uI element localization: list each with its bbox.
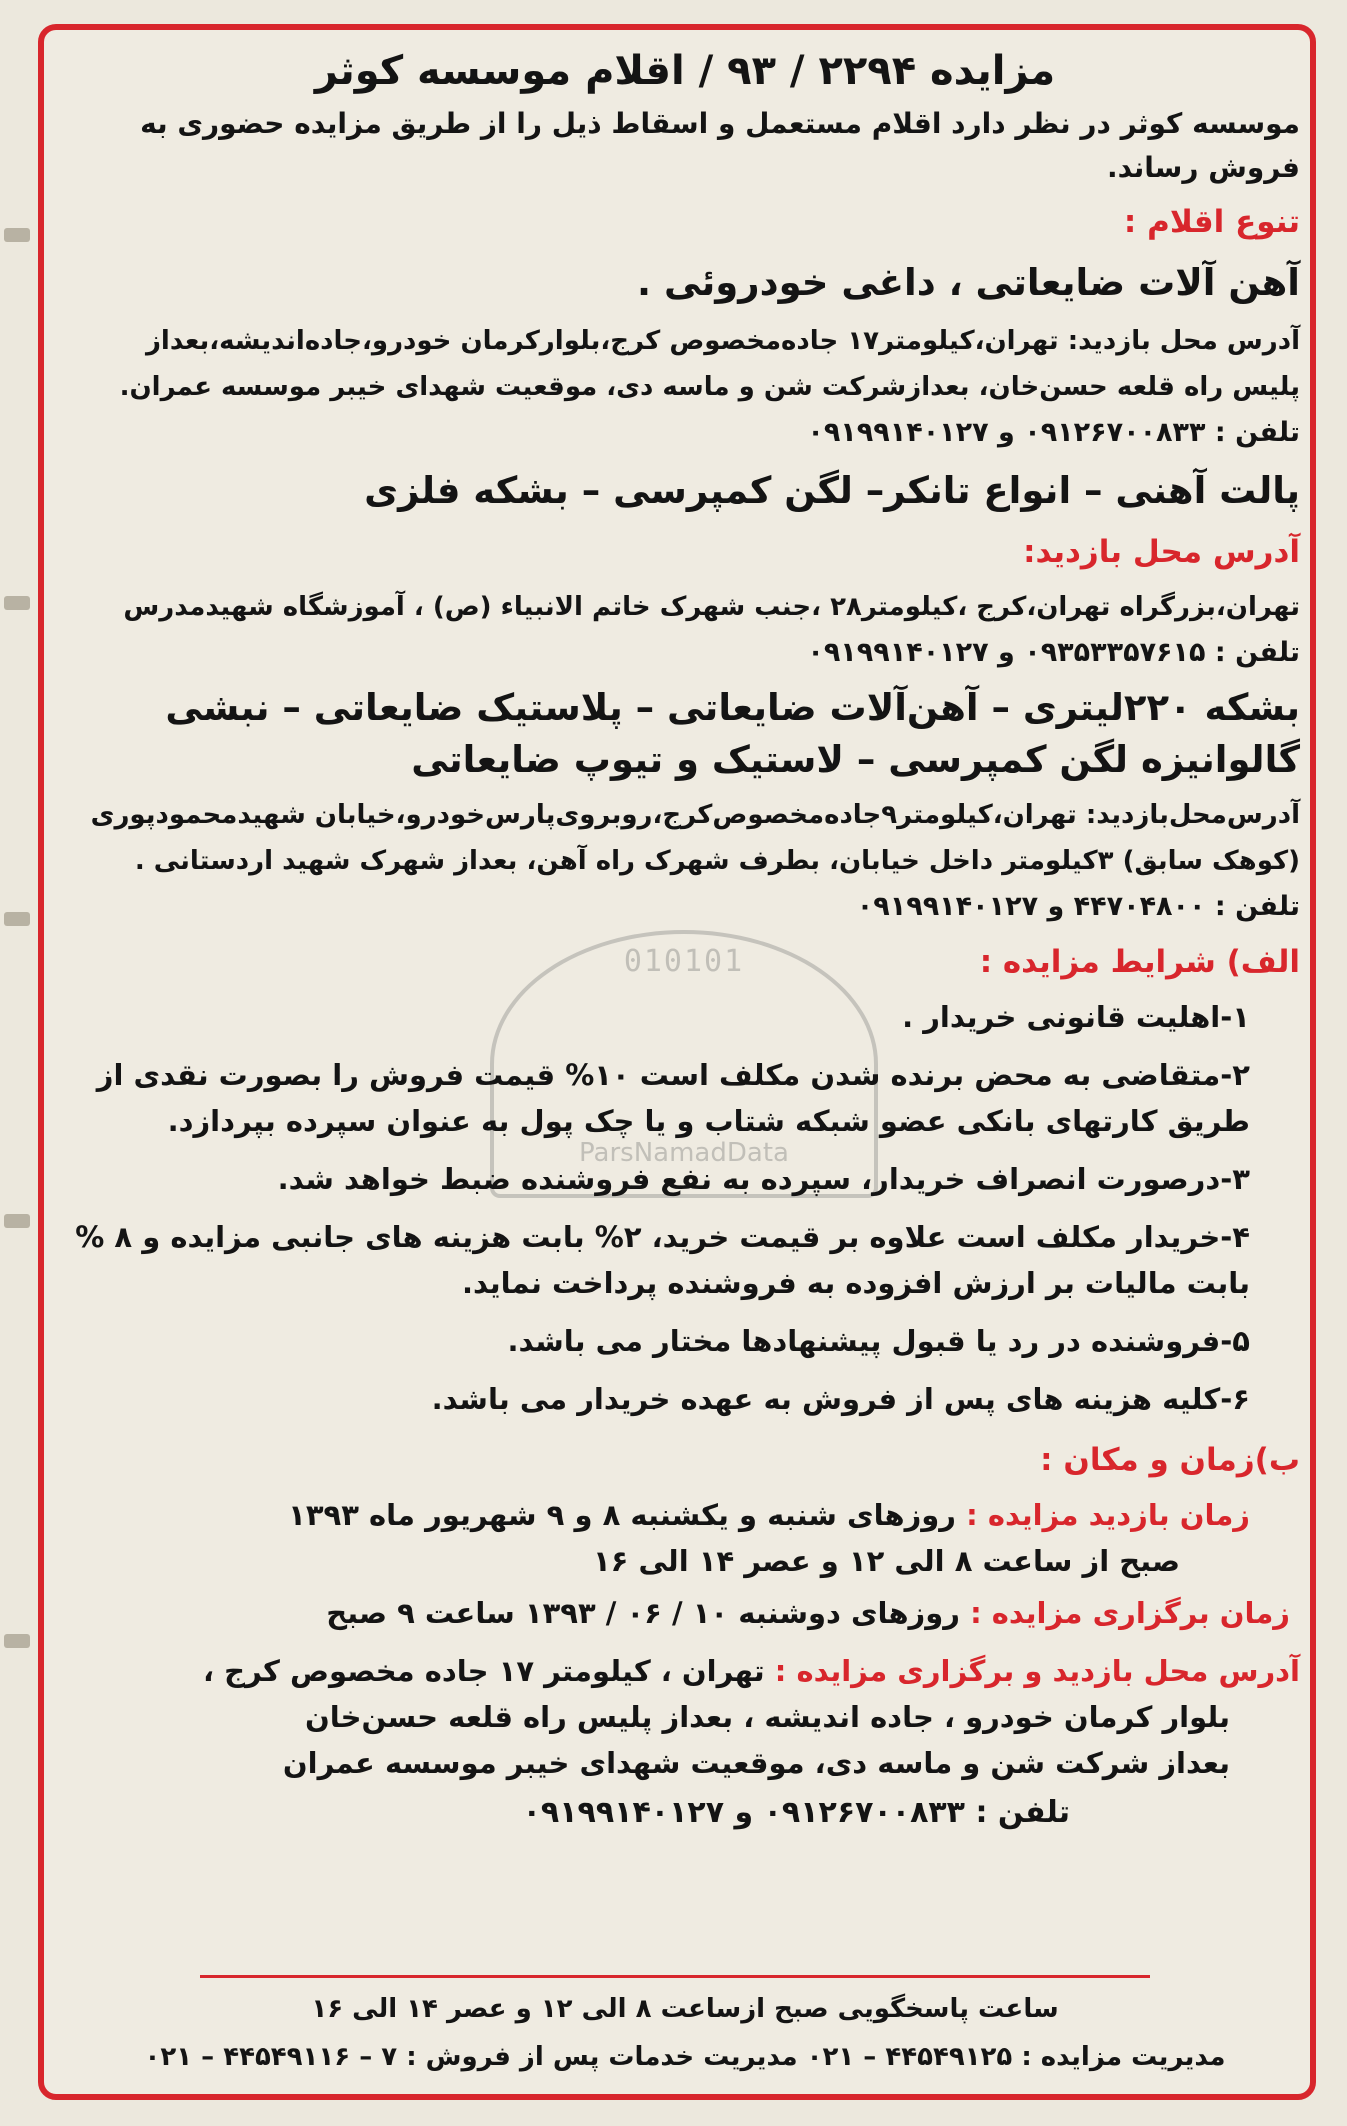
lot-2-address-label: آدرس محل بازدید:	[1023, 534, 1300, 570]
lot-3-title: بشکه ۲۲۰لیتری – آهن‌آلات ضایعاتی – پلاستیک ضایعاتی – نبشی گالوانیزه لگن کمپرسی – لاستیک و تیوپ ضایعاتی	[165, 686, 1300, 781]
watermark-digits: 010101	[623, 944, 745, 979]
visit-time-days: روزهای شنبه و یکشنبه ۸ و ۹ شهریور ماه ۱۳۹۳	[288, 1498, 957, 1532]
ad-content	[70, 30, 1300, 1848]
lot-3-phone: تلفن : ۴۴۷۰۴۸۰۰ و ۰۹۱۹۹۱۴۰۱۲۷	[856, 891, 1300, 922]
lot-2-address: تهران،بزرگراه تهران،کرج ،کیلومتر۲۸ ،جنب شهرک خاتم الانبیاء (ص) ، آموزشگاه شهیدمدرس	[123, 592, 1300, 622]
footer-divider	[200, 1975, 1150, 1978]
conditions-label: الف) شرایط مزایده :	[979, 944, 1300, 980]
binding-clip	[4, 1634, 30, 1648]
time-place-label: ب)زمان و مکان :	[1040, 1442, 1300, 1478]
binding-clip	[4, 1214, 30, 1228]
visit-time-label: زمان بازدید مزایده :	[966, 1498, 1250, 1532]
item-type-label: تنوع اقلام :	[1123, 204, 1300, 240]
lot-1-address: آدرس محل بازدید: تهران،کیلومتر۱۷ جاده‌مخصوص کرج،بلوارکرمان خودرو،جاده‌اندیشه،بعداز پلیس راه قلعه حسن‌خان، بعدازشرکت شن و ماسه دی، موقعیت شهدای خیبر موسسه عمران.	[119, 326, 1300, 402]
lot-2-phone: تلفن : ۰۹۳۵۳۳۵۷۶۱۵ و ۰۹۱۹۹۱۴۰۱۲۷	[807, 637, 1300, 668]
final-phone: تلفن : ۰۹۱۲۶۷۰۰۸۳۳ و ۰۹۱۹۹۱۴۰۱۲۷	[522, 1795, 1070, 1830]
condition-item: ۴-خریدار مکلف است علاوه بر قیمت خرید، ۲% بابت هزینه های جانبی مزایده و ۸ % بابت مالیات بر ارزش افزوده به فروشنده پرداخت نماید.	[75, 1220, 1250, 1300]
binding-clip	[4, 228, 30, 242]
binding-clip	[4, 912, 30, 926]
hold-time	[70, 1590, 1300, 1636]
venue-label: آدرس محل بازدید و برگزاری مزایده :	[774, 1654, 1300, 1688]
venue-line-3: بعداز شرکت شن و ماسه دی، موقعیت شهدای خیبر موسسه عمران	[282, 1746, 1230, 1780]
visit-time	[70, 1492, 1300, 1584]
response-hours: ساعت پاسخگویی صبح ازساعت ۸ الی ۱۲ و عصر ۱۴ الی ۱۶	[311, 1994, 1059, 2024]
condition-item: ۲-متقاضی به محض برنده شدن مکلف است ۱۰% قیمت فروش را بصورت نقدی از طریق کارتهای بانکی عضو شبکه شتاب و یا چک پول به عنوان سپرده بپردازد.	[96, 1058, 1250, 1138]
hold-time-value: روزهای دوشنبه ۱۰ / ۰۶ / ۱۳۹۳ ساعت ۹ صبح	[326, 1596, 960, 1630]
venue-line-1: تهران ، کیلومتر ۱۷ جاده مخصوص کرج ،	[203, 1654, 765, 1688]
contact-numbers: مدیریت مزایده : ۴۴۵۴۹۱۲۵ – ۰۲۱ مدیریت خدمات پس از فروش : ۷ – ۴۴۵۴۹۱۱۶ – ۰۲۱	[144, 2042, 1226, 2072]
ad-title: مزایده ۲۲۹۴ / ۹۳ / اقلام موسسه کوثر	[314, 48, 1056, 94]
watermark-name: ParsNamadData	[579, 1138, 789, 1168]
condition-item: ۶-کلیه هزینه های پس از فروش به عهده خریدار می باشد.	[431, 1382, 1250, 1416]
lot-2-title: پالت آهنی – انواع تانکر– لگن کمپرسی – بشکه فلزی	[364, 469, 1300, 512]
lot-1-phone: تلفن : ۰۹۱۲۶۷۰۰۸۳۳ و ۰۹۱۹۹۱۴۰۱۲۷	[807, 417, 1300, 448]
hold-time-label: زمان برگزاری مزایده :	[970, 1596, 1290, 1630]
lot-3-address: آدرس‌محل‌بازدید: تهران،کیلومتر۹جاده‌مخصوص‌کرج،روبروی‌پارس‌خودرو،خیابان شهیدمحمودپوری (کوهک سابق) ۳کیلومتر داخل خیابان، بطرف شهرک راه آهن، بعداز شهرک شهید اردستانی .	[90, 800, 1300, 876]
venue	[70, 1648, 1300, 1786]
condition-item: ۳-درصورت انصراف خریدار، سپرده به نفع فروشنده ضبط خواهد شد.	[277, 1162, 1250, 1196]
binding-clip	[4, 596, 30, 610]
condition-item: ۱-اهلیت قانونی خریدار .	[902, 1000, 1250, 1034]
intro-text: موسسه کوثر در نظر دارد اقلام مستعمل و اسقاط ذیل را از طریق مزایده حضوری به فروش رساند.	[140, 107, 1300, 184]
conditions-list	[70, 994, 1300, 1422]
lot-1-title: آهن آلات ضایعاتی ، داغی خودروئی .	[637, 261, 1300, 304]
venue-line-2: بلوار کرمان خودرو ، جاده اندیشه ، بعداز پلیس راه قلعه حسن‌خان	[305, 1700, 1230, 1734]
footer	[70, 1985, 1300, 2081]
visit-time-hours: صبح از ساعت ۸ الی ۱۲ و عصر ۱۴ الی ۱۶	[592, 1544, 1180, 1578]
condition-item: ۵-فروشنده در رد یا قبول پیشنهادها مختار می باشد.	[507, 1324, 1250, 1358]
